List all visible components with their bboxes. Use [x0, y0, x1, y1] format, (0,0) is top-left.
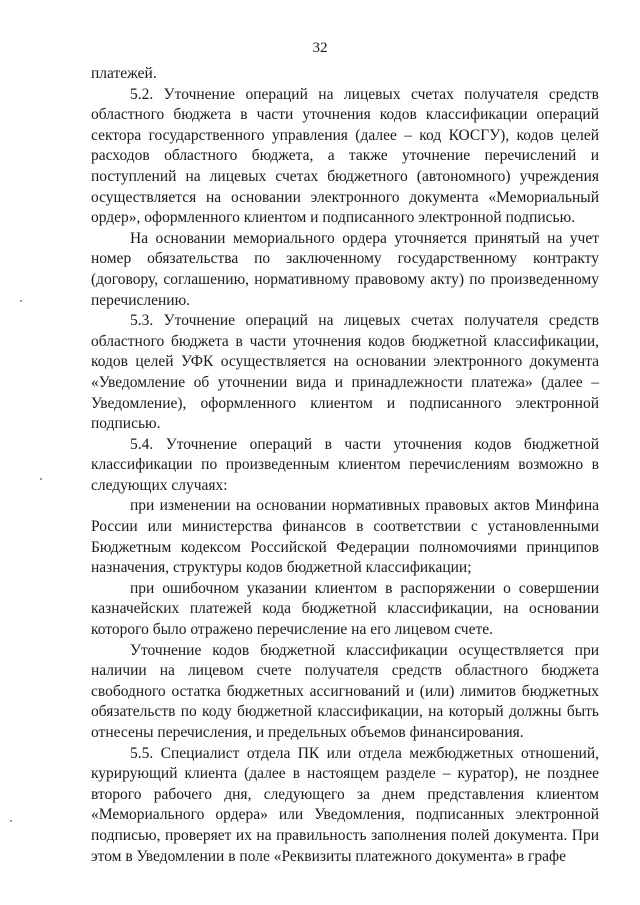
- document-body: [91, 64, 599, 867]
- scan-speck: [40, 478, 42, 480]
- paragraph-5-5: 5.5. Специалист отдела ПК или отдела межбюджетных отношений, курирующий клиента (далее в настоящем разделе – куратор), не позднее второго рабочего дня, следующего за днем представления клиентом «Мемориального ордера» или Уведомления, подписанных электронной подписью, проверяет их на правильность заполнения полей документа. При этом в Уведомлении в поле «Реквизиты платежного документа» в графе: [91, 744, 599, 865]
- paragraph-5-2: 5.2. Уточнение операций на лицевых счетах получателя средств областного бюджета в части уточнения кодов классификации операций сектора государственного управления (далее – код КОСГУ), кодов целей расходов областного бюджета, а также уточнение перечислений и поступлений на лицевых счетах бюджетного (автономного) учреждения осуществляется на основании электронного документа «Мемориальный ордер», оформленного клиентом и подписанного электронной подписью.: [91, 85, 599, 227]
- paragraph-5-4: 5.4. Уточнение операций в части уточнения кодов бюджетной классификации по произведенным клиентом перечислениям возможно в следующих случаях:: [91, 435, 599, 494]
- paragraph-refinement-condition: Уточнение кодов бюджетной классификации осуществляется при наличии на лицевом счете получателя средств областного бюджета свободного остатка бюджетных ассигнований и (или) лимитов бюджетных обязательств по коду бюджетной классификации, на который должны быть отнесены перечисления, и предельных объемов финансирования.: [91, 641, 599, 741]
- paragraph-memorial-order: На основании мемориального ордера уточняется принятый на учет номер обязательства по заключенному государственному контракту (договору, соглашению, нормативному правовому акту) по произведенному перечислению.: [91, 229, 599, 309]
- paragraph-continuation: платежей.: [91, 65, 157, 82]
- scan-speck: [20, 300, 22, 302]
- page-number: 32: [312, 40, 328, 56]
- paragraph-5-3: 5.3. Уточнение операций на лицевых счетах получателя средств областного бюджета в части уточнения кодов бюджетной классификации, кодов целей УФК осуществляется на основании электронного документа «Уведомление об уточнении вида и принадлежности платежа» (далее – Уведомление), оформленного клиентом и подписанного электронной подписью.: [91, 312, 599, 433]
- scan-speck: [10, 820, 12, 822]
- paragraph-case-client-error: при ошибочном указании клиентом в распоряжении о совершении казначейских платежей кода бюджетной классификации, на основании которого было отражено перечисление на его лицевом счете.: [91, 579, 599, 639]
- paragraph-case-regulatory-change: при изменении на основании нормативных правовых актов Минфина России или министерства финансов в соответствии с установленными Бюджетным кодексом Российской Федерации полномочиями принципов назначения, структуры кодов бюджетной классификации;: [91, 497, 599, 577]
